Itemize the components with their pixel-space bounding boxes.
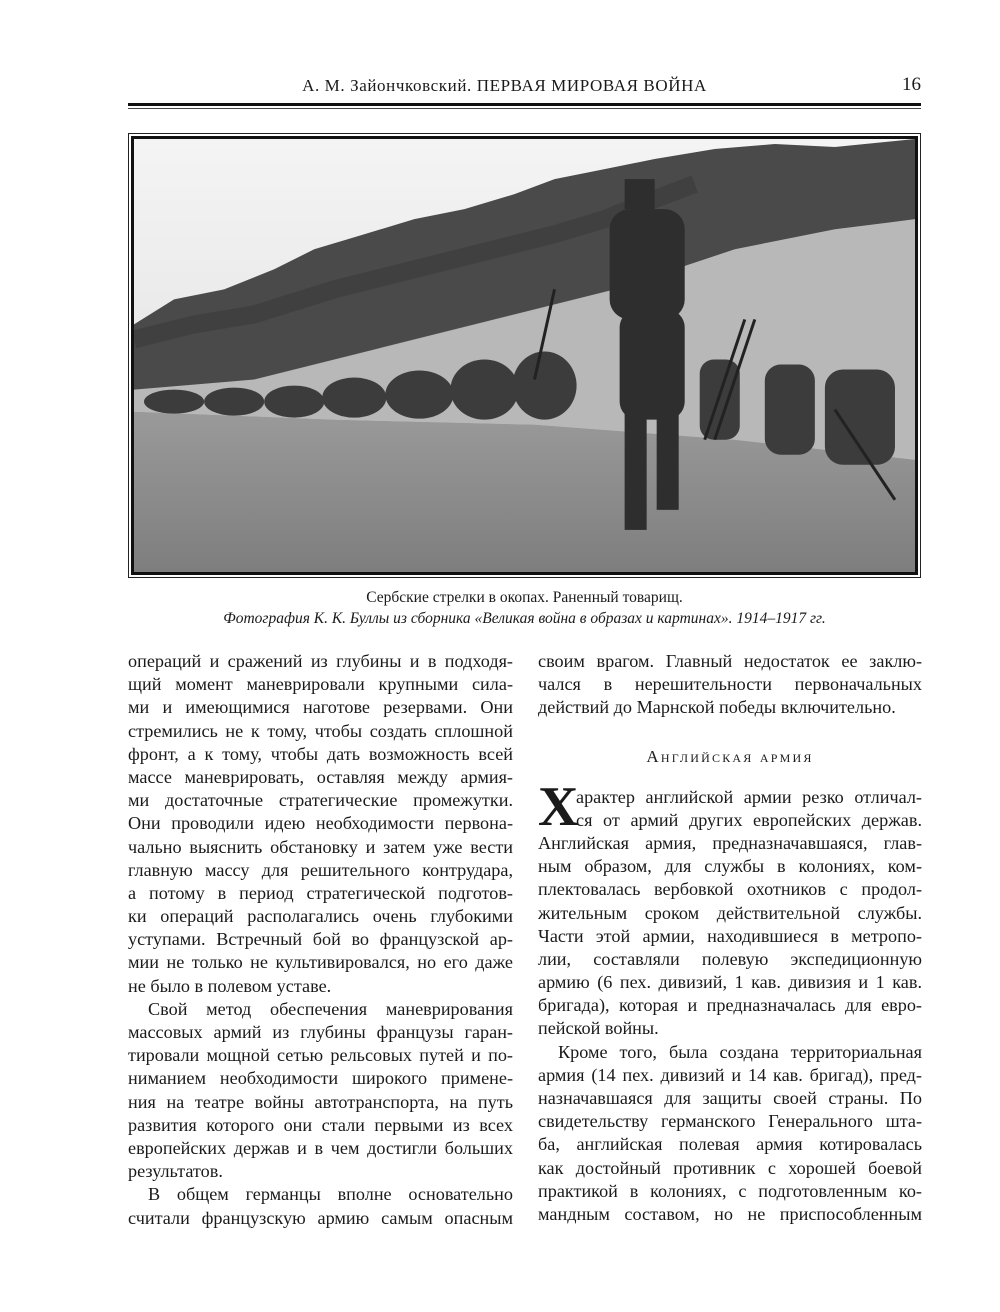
left-column (128, 650, 513, 1230)
text-line: ба, английская полевая армия котировалась (538, 1134, 922, 1155)
figure-credit: Фотография К. К. Буллы из сборника «Великая война в образах и картинах». 1914–1917 гг. (223, 610, 826, 627)
page-number: 16 (902, 74, 921, 95)
text-line: чально выяснить обстановку и затем уже вести (128, 836, 513, 857)
running-title: А. М. Зайончковский. ПЕРВАЯ МИРОВАЯ ВОЙНА (302, 76, 707, 95)
text-line: ки операций располагались очень глубокими (128, 906, 513, 927)
text-line: не было в полевом уставе. (128, 975, 332, 996)
text-line: чался в нерешительности первоначальных (538, 674, 922, 695)
text-line: назначавшаяся для защиты своей страны. По (538, 1088, 922, 1108)
text-line: ся от армий других европейских держав. (576, 809, 922, 830)
text-line: ниманием необходимости широкого примене- (128, 1068, 513, 1089)
text-line: жительным сроком действительной службы. (538, 902, 922, 923)
text-line: Части этой армии, находившиеся в метропо- (538, 925, 922, 946)
text-line: армия (14 пех. дивизий и 14 кав. бригад), пред- (538, 1064, 922, 1085)
text-line: своим врагом. Главный недостаток ее заклю- (538, 651, 922, 671)
dropcap-paragraph (538, 775, 922, 838)
photo-illustration (134, 139, 915, 572)
text-line: ния на театре войны автотранспорта, на путь (128, 1091, 513, 1112)
text-line: ми и имеющимися наготове резервами. Они (128, 697, 513, 718)
text-line: лии, составляли полевую экспедиционную (538, 948, 922, 969)
text-line: армию (6 пех. дивизий, 1 кав. дивизия и 1 кав. (538, 972, 922, 993)
text-line: Английская армия, предназначавшаяся, глав- (538, 832, 922, 853)
text-line: арактер английской армии резко отличал- (576, 786, 922, 807)
dropcap-letter: Х (538, 775, 579, 838)
text-line: результатов. (128, 1161, 223, 1182)
header-rule-thin (128, 108, 921, 109)
text-line: главную массу для решительного контрудара, (128, 859, 513, 880)
photo-frame (128, 133, 921, 578)
right-column (538, 650, 922, 1226)
running-head (128, 74, 921, 98)
text-line: европейских держав и в чем достигли больших (128, 1137, 513, 1158)
text-line: Они проводили идею необходимости первона- (128, 813, 513, 834)
text-line: развития которого они стали первыми из всех (128, 1114, 513, 1135)
text-line: бригада), которая и предназначалась для евро- (538, 995, 922, 1016)
text-line: плектовалась вербовкой охотников с продол- (538, 879, 922, 900)
text-line: операций и сражений из глубины и в подходя- (128, 651, 513, 671)
text-line: действий до Марнской победы включительно. (538, 697, 896, 718)
text-line: Свой метод обеспечения маневрирования (148, 998, 513, 1019)
text-line: щий момент маневрировали крупными сила- (128, 674, 513, 695)
figure-caption: Сербские стрелки в окопах. Раненный товарищ. (366, 589, 683, 606)
text-line: массе маневрировать, оставляя между армия- (128, 766, 513, 787)
text-line: стремились не к тому, чтобы создать сплошной (128, 720, 513, 741)
text-line: Кроме того, была создана территориальная (558, 1041, 922, 1062)
text-line: как достойный противник с хорошей боевой (538, 1157, 922, 1178)
text-line: мии не только не культивировался, но его даже (128, 952, 513, 973)
text-line: массовых армий из глубины французы гаран- (128, 1022, 513, 1042)
text-line: мандным составом, но не приспособленным (538, 1203, 922, 1224)
text-line: ми достаточные стратегические промежутки. (128, 790, 513, 811)
text-line: считали французскую армию самым опасным (128, 1207, 513, 1228)
text-line: пейской войны. (538, 1018, 659, 1039)
text-line: ным образом, для службы в колониях, ком- (538, 856, 922, 877)
text-line: В общем германцы вполне основательно (148, 1184, 513, 1205)
text-line: тировали мощной сетью рельсовых путей и по- (128, 1045, 513, 1066)
text-line: практикой в колониях, с подготовленным ко- (538, 1180, 922, 1201)
text-line: фронт, а к тому, чтобы дать возможность всей (128, 743, 513, 764)
text-line: свидетельству германского Генерального шта- (538, 1111, 922, 1132)
text-line: уступами. Встречный бой во французской ар- (128, 929, 513, 950)
photograph (131, 136, 918, 575)
text-line: а потому в период стратегической подготов- (128, 882, 513, 903)
section-heading: Английская армия (646, 746, 814, 766)
header-rule-thick (128, 103, 921, 106)
